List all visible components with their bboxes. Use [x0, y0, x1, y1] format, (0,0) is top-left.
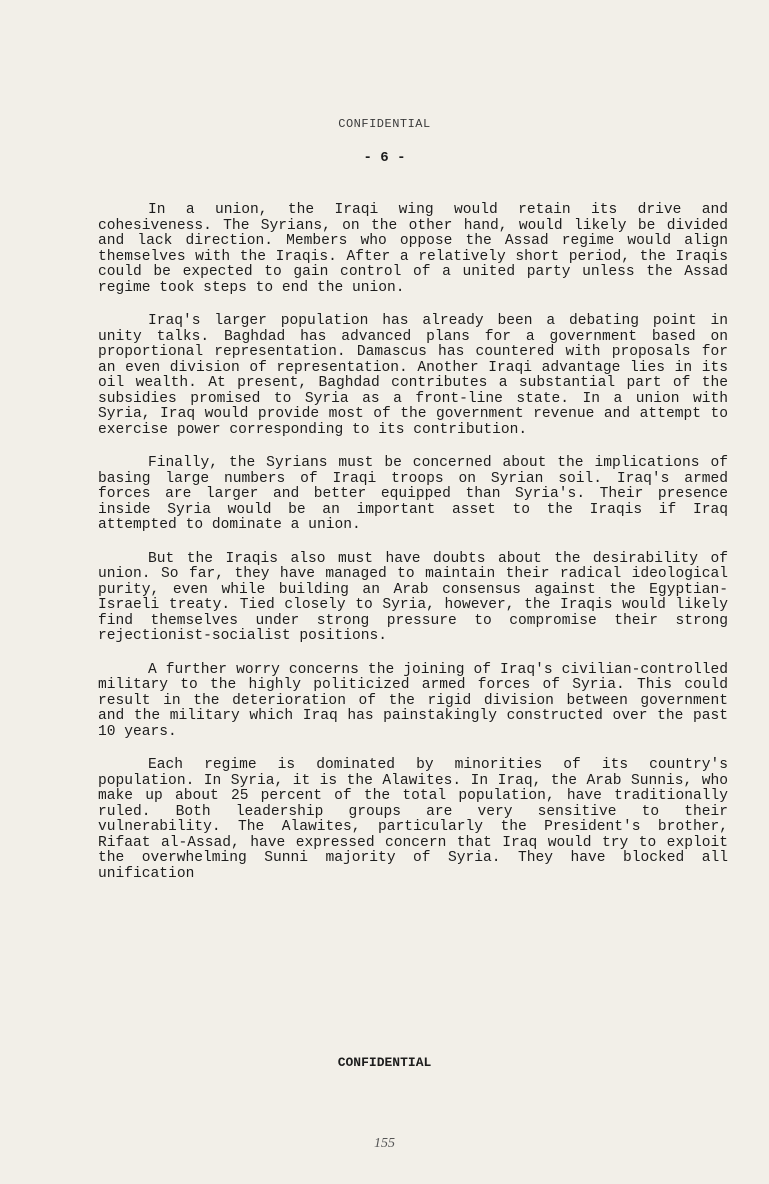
- paragraph-4: But the Iraqis also must have doubts about the desirability of union. So far, they have managed to maintain their radical ideological purity, even while building an Arab consensus against the Egyptian-Israeli treaty. Tied closely to Syria, however, the Iraqis would likely find themselves under strong pressure to compromise their strong rejectionist-socialist positions.: [98, 550, 728, 644]
- paragraph-3: Finally, the Syrians must be concerned about the implications of basing large numbers of Iraqi troops on Syrian soil. Iraq's armed forces are larger and better equipped than Syria's. Their presence inside Syria would be an important asset to the Iraqis if Iraq attempted to dominate a union.: [98, 455, 728, 533]
- handwritten-folio-number: 155: [374, 1136, 395, 1151]
- paragraph-5: A further worry concerns the joining of Iraq's civilian-controlled military to the highly politicized armed forces of Syria. This could result in the deterioration of the rigid division between government and the military which Iraq has painstakingly constructed over the past 10 years.: [98, 661, 728, 740]
- footer-classification-marking: CONFIDENTIAL: [337, 1055, 432, 1070]
- paragraph-6: Each regime is dominated by minorities of its country's population. In Syria, it is the Alawites. In Iraq, the Arab Sunnis, who make up about 25 percent of the total population, have traditionally ruled. Both leadership groups are very sensitive to their vulnerability. The Alawites, particularly the President's brother, Rifaat al-Assad, have expressed concern that Iraq would try to exploit the overwhelming Sunni majority of Syria. They have blocked all unification: [98, 757, 728, 882]
- document-body: [98, 203, 728, 900]
- paragraph-2: Iraq's larger population has already been a debating point in unity talks. Baghdad has advanced plans for a government based on proportional representation. Damascus has countered with proposals for an even division of representation. Another Iraqi advantage lies in its oil wealth. At present, Baghdad contributes a substantial part of the subsidies promised to Syria as a front-line state. In a union with Syria, Iraq would provide most of the government revenue and attempt to exercise power corresponding to its contribution.: [98, 313, 728, 438]
- page-number: - 6 -: [363, 150, 406, 166]
- paragraph-1: In a union, the Iraqi wing would retain its drive and cohesiveness. The Syrians, on the other hand, would likely be divided and lack direction. Members who oppose the Assad regime would align themselves with the Iraqis. After a relatively short period, the Iraqis could be expected to gain control of a united party unless the Assad regime took steps to end the union.: [98, 202, 728, 296]
- header-classification-marking: CONFIDENTIAL: [338, 117, 431, 131]
